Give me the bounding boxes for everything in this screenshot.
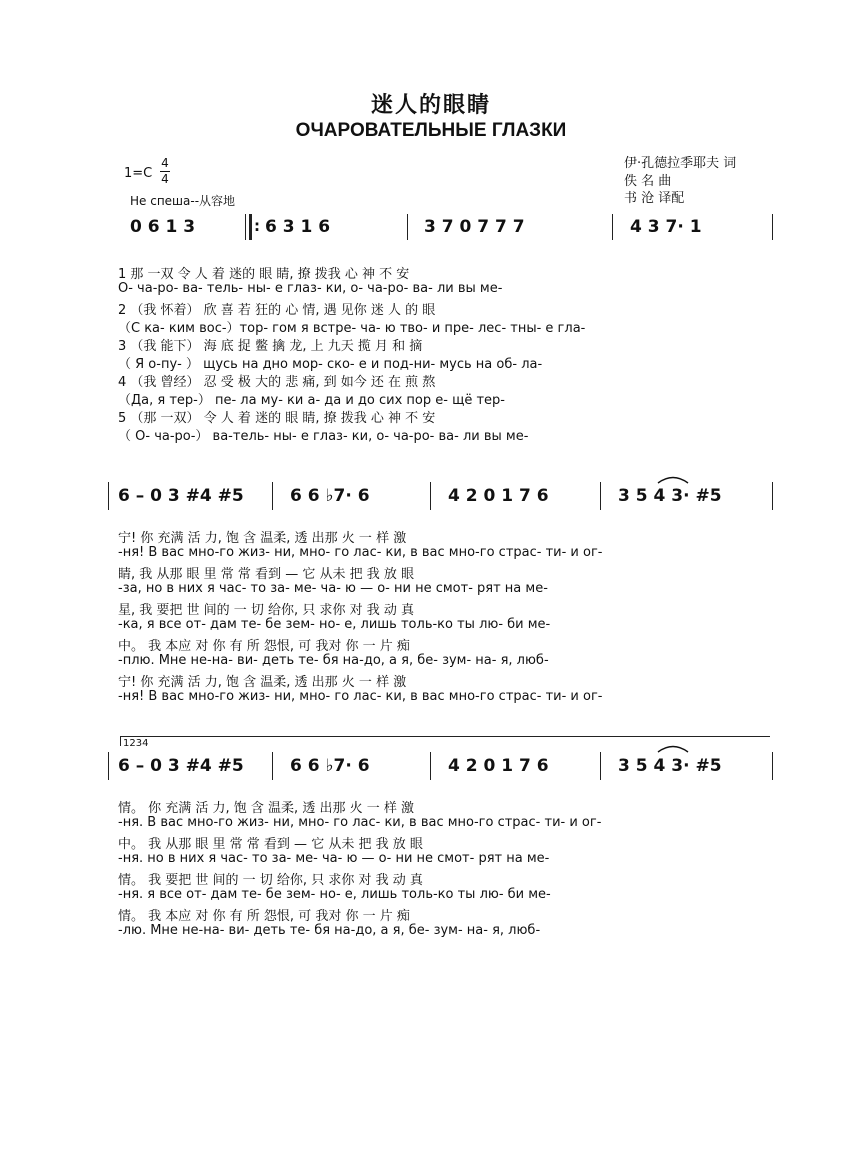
lyric-line: （ Я о-пу- ） щусь на дно мор- ско- е и под-ни- мусь на об- ла-	[118, 357, 543, 372]
lyric-line: -ня. но в них я час- то за- ме- ча- ю — о- ни не смот- рят на ме-	[118, 851, 550, 866]
slur-mark	[656, 743, 690, 753]
volta-ending: 1234	[123, 738, 149, 749]
lyric-line: -ня. В вас мно-го жиз- ни, мно- го лас- ки, в вас мно-го страс- ти- и ог-	[118, 815, 602, 830]
measure-4: 6 – 0 3 #4 #5	[118, 486, 244, 506]
measure-pickup: 0 6 1 3	[130, 217, 196, 237]
lyric-line: （С ка- ким вос-）тор- гом я встре- ча- ю тво- и пре- лес- тны- е гла-	[118, 321, 586, 336]
measure-7: 3 5 4 3· #5	[618, 486, 722, 506]
credit-composer: 佚 名 曲	[624, 174, 672, 189]
lyric-line: -ня! В вас мно-го жиз- ни, мно- го лас- ки, в вас мно-го страс- ти- и ог-	[118, 545, 603, 560]
lyric-line: 情。 我 本应 对 你 有 所 怨恨, 可 我对 你 一 片 痴	[118, 909, 410, 924]
lyric-line: -за, но в них я час- то за- ме- ча- ю — о- ни не смот- рят на ме-	[118, 581, 548, 596]
lyric-line: 1 那 一双 令 人 着 迷的 眼 睛, 撩 拨我 心 神 不 安	[118, 267, 410, 282]
measure-3: 4 3 7· 1	[630, 217, 702, 237]
lyric-line: О- ча-ро- ва- тель- ны- е глаз- ки, о- ча-ро- ва- ли вы ме-	[118, 281, 503, 296]
measure-2: 3 7 0 7 7 7	[424, 217, 525, 237]
measure-1: 6 3 1 6	[265, 217, 331, 237]
measure-9: 6 6 ♭7· 6	[290, 756, 370, 776]
slur-mark	[656, 474, 690, 484]
lyric-line: 2 （我 怀着） 欣 喜 若 狂的 心 情, 遇 见你 迷 人 的 眼	[118, 303, 436, 318]
lyric-line: 中。 我 本应 对 你 有 所 怨恨, 可 我对 你 一 片 痴	[118, 639, 410, 654]
lyric-line: 情。 你 充满 活 力, 饱 含 温柔, 透 出那 火 一 样 激	[118, 801, 414, 816]
title-russian: ОЧАРОВАТЕЛЬНЫЕ ГЛАЗКИ	[295, 120, 567, 141]
lyric-line: -лю. Мне не-на- ви- деть те- бя на-до, а я, бе- зум- на- я, люб-	[118, 923, 541, 938]
measure-11: 3 5 4 3· #5	[618, 756, 722, 776]
meter-top: 4	[161, 156, 169, 170]
measure-5: 6 6 ♭7· 6	[290, 486, 370, 506]
lyric-line: -ня. я все от- дам те- бе зем- но- е, лишь толь-ко ты лю- би ме-	[118, 887, 551, 902]
lyric-line: 睛, 我 从那 眼 里 常 常 看到 — 它 从未 把 我 放 眼	[118, 567, 414, 582]
meter-bottom: 4	[161, 172, 169, 186]
lyric-line: -плю. Мне не-на- ви- деть те- бя на-до, а я, бе- зум- на- я, люб-	[118, 653, 549, 668]
measure-10: 4 2 0 1 7 6	[448, 756, 549, 776]
lyric-line: 宁! 你 充满 活 力, 饱 含 温柔, 透 出那 火 一 样 激	[118, 675, 407, 690]
lyric-line: 3 （我 能下） 海 底 捉 鳖 擒 龙, 上 九天 揽 月 和 摘	[118, 339, 423, 354]
tempo-marking: Не спеша--从容地	[130, 194, 236, 208]
lyric-line: 4 （我 曾经） 忍 受 极 大的 悲 痛, 到 如今 还 在 煎 熬	[118, 375, 436, 390]
lyric-line: 5 （那 一双） 令 人 着 迷的 眼 睛, 撩 拨我 心 神 不 安	[118, 411, 436, 426]
lyric-line: -ня! В вас мно-го жиз- ни, мно- го лас- ки, в вас мно-го страс- ти- и ог-	[118, 689, 603, 704]
measure-8: 6 – 0 3 #4 #5	[118, 756, 244, 776]
lyric-line: 情。 我 要把 世 间的 一 切 给你, 只 求你 对 我 动 真	[118, 873, 423, 888]
lyric-line: （Да, я тер-） пе- ла му- ки а- да и до сих пор е- щё тер-	[118, 393, 505, 408]
time-signature	[160, 156, 170, 187]
lyric-line: （ О- ча-ро-） ва-тель- ны- е глаз- ки, о- ча-ро- ва- ли вы ме-	[118, 429, 529, 444]
lyric-line: 中。 我 从那 眼 里 常 常 看到 — 它 从未 把 我 放 眼	[118, 837, 423, 852]
credit-translator: 书 沧 译配	[624, 191, 685, 206]
measure-6: 4 2 0 1 7 6	[448, 486, 549, 506]
title-chinese: 迷人的眼睛	[370, 92, 491, 118]
key-signature: 1=C	[124, 166, 153, 181]
lyric-line: 宁! 你 充满 活 力, 饱 含 温柔, 透 出那 火 一 样 激	[118, 531, 407, 546]
lyric-line: 星, 我 要把 世 间的 一 切 给你, 只 求你 对 我 动 真	[118, 603, 414, 618]
lyric-line: -ка, я все от- дам те- бе зем- но- е, лишь толь-ко ты лю- би ме-	[118, 617, 551, 632]
credit-lyricist: 伊·孔德拉季耶夫 词	[624, 156, 737, 171]
